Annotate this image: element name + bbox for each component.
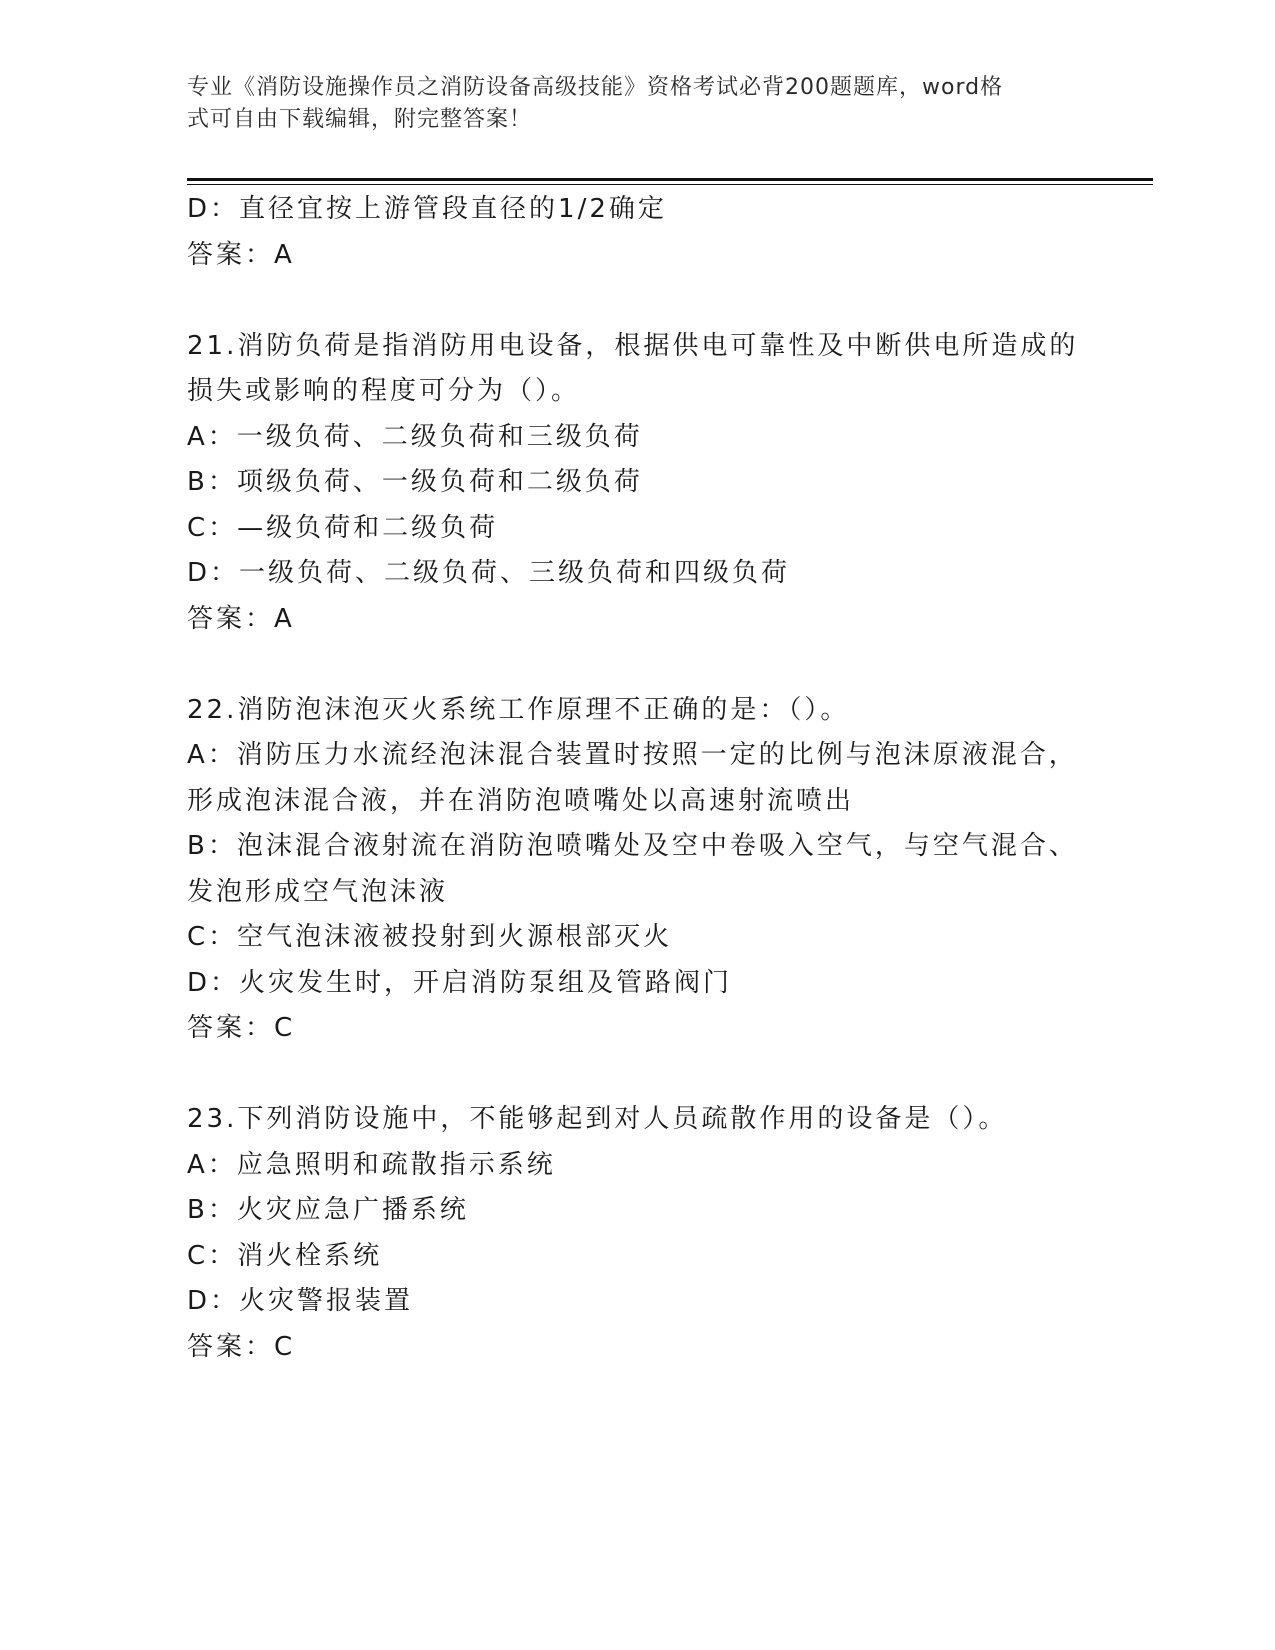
option-d: D：火灾发生时，开启消防泵组及管路阀门 [187,967,733,998]
answer-line: 答案：C [187,1013,296,1043]
option-d: D：火灾警报装置 [187,1286,414,1316]
header-divider-thick [187,178,1153,181]
question-list [187,187,1087,1370]
option-b: B：火灾应急广播系统 [187,1195,469,1225]
question-stem-continued: 损失或影响的程度可分为（）。 [187,376,581,406]
option-a-continued: 形成泡沫混合液，并在消防泡喷嘴处以高速射流喷出 [187,785,855,816]
header-divider-thin [187,184,1153,185]
option-a: A：一级负荷、二级负荷和三级负荷 [187,421,643,452]
question-23 [187,1097,1087,1370]
answer-line: 答案：C [187,1331,296,1362]
option-d: D：直径宜按上游管段直径的1/2确定 [187,194,667,224]
previous-question-tail [187,187,1087,278]
option-c: C：—级负荷和二级负荷 [187,512,499,543]
spacer [187,642,1087,688]
spacer [187,278,1087,324]
document-header [187,72,1067,136]
question-stem: 22.消防泡沫泡灭火系统工作原理不正确的是：（）。 [187,694,850,725]
option-b: B：泡沫混合液射流在消防泡喷嘴处及空中卷吸入空气，与空气混合、 [187,831,1078,861]
option-a: A：消防压力水流经泡沫混合装置时按照一定的比例与泡沫原液混合， [187,740,1078,770]
question-stem: 21.消防负荷是指消防用电设备，根据供电可靠性及中断供电所造成的 [187,330,1079,361]
option-c: C：空气泡沫液被投射到火源根部灭火 [187,922,673,952]
spacer [187,1052,1087,1098]
answer-line: 答案：A [187,239,295,270]
header-line-2: 式可自由下载编辑，附完整答案！ [187,107,533,132]
option-d: D：一级负荷、二级负荷、三级负荷和四级负荷 [187,558,791,588]
option-b-continued: 发泡形成空气泡沫液 [187,876,449,907]
answer-line: 答案：A [187,603,295,634]
header-line-1: 专业《消防设施操作员之消防设备高级技能》资格考试必背200题题库，word格 [187,75,1004,100]
option-c: C：消火栓系统 [187,1240,383,1271]
option-b: B：项级负荷、一级负荷和二级负荷 [187,467,643,497]
question-21 [187,324,1087,643]
question-22 [187,688,1087,1052]
option-a: A：应急照明和疏散指示系统 [187,1149,556,1180]
question-stem: 23.下列消防设施中，不能够起到对人员疏散作用的设备是（）。 [187,1104,1008,1134]
